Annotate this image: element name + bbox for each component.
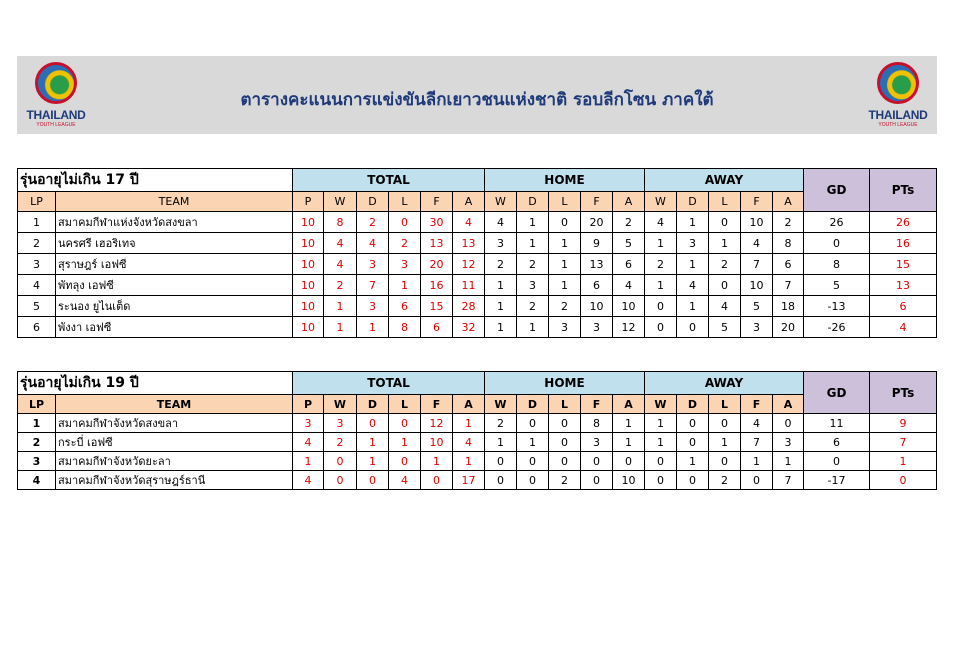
home-stat-cell: 10	[581, 296, 613, 317]
rank-cell: 1	[18, 414, 56, 433]
total-col-header: D	[357, 395, 389, 414]
away-stat-cell: 0	[677, 471, 709, 490]
away-stat-cell: 0	[773, 414, 804, 433]
home-stat-cell: 0	[517, 414, 549, 433]
pts-cell: 0	[870, 471, 937, 490]
home-stat-cell: 0	[549, 414, 581, 433]
home-stat-cell: 2	[549, 296, 581, 317]
total-stat-cell: 1	[389, 433, 421, 452]
total-stat-cell: 4	[293, 433, 324, 452]
total-col-header: L	[389, 192, 421, 212]
home-stat-cell: 2	[517, 296, 549, 317]
home-stat-cell: 1	[613, 433, 645, 452]
away-stat-cell: 0	[709, 212, 741, 233]
home-stat-cell: 3	[517, 275, 549, 296]
gd-header: GD	[804, 169, 870, 212]
away-stat-cell: 7	[773, 471, 804, 490]
rank-cell: 6	[18, 317, 56, 338]
home-stat-cell: 1	[485, 275, 517, 296]
away-stat-cell: 1	[677, 296, 709, 317]
lp-header: LP	[18, 192, 56, 212]
home-stat-cell: 0	[485, 452, 517, 471]
away-stat-cell: 0	[645, 452, 677, 471]
away-stat-cell: 7	[773, 275, 804, 296]
home-stat-cell: 0	[581, 452, 613, 471]
away-stat-cell: 6	[773, 254, 804, 275]
rank-cell: 1	[18, 212, 56, 233]
total-stat-cell: 1	[324, 296, 357, 317]
home-stat-cell: 1	[485, 317, 517, 338]
home-stat-cell: 2	[485, 254, 517, 275]
total-stat-cell: 12	[453, 254, 485, 275]
away-stat-cell: 10	[741, 275, 773, 296]
away-col-header: L	[709, 395, 741, 414]
away-stat-cell: 1	[677, 452, 709, 471]
total-stat-cell: 4	[453, 212, 485, 233]
gd-cell: -26	[804, 317, 870, 338]
table-row	[18, 254, 937, 275]
away-col-header: F	[741, 395, 773, 414]
total-stat-cell: 7	[357, 275, 389, 296]
home-stat-cell: 2	[549, 471, 581, 490]
total-stat-cell: 2	[324, 275, 357, 296]
total-stat-cell: 3	[357, 254, 389, 275]
home-col-header: F	[581, 192, 613, 212]
total-stat-cell: 17	[453, 471, 485, 490]
home-col-header: W	[485, 395, 517, 414]
total-stat-cell: 28	[453, 296, 485, 317]
home-stat-cell: 8	[581, 414, 613, 433]
home-stat-cell: 10	[613, 296, 645, 317]
total-stat-cell: 11	[453, 275, 485, 296]
home-col-header: D	[517, 192, 549, 212]
total-col-header: D	[357, 192, 389, 212]
gd-cell: -13	[804, 296, 870, 317]
away-stat-cell: 7	[741, 254, 773, 275]
total-stat-cell: 4	[453, 433, 485, 452]
total-group-header: TOTAL	[293, 169, 485, 192]
pts-cell: 9	[870, 414, 937, 433]
table-row	[18, 317, 937, 338]
rank-cell: 2	[18, 233, 56, 254]
home-col-header: W	[485, 192, 517, 212]
away-stat-cell: 10	[741, 212, 773, 233]
home-stat-cell: 3	[581, 433, 613, 452]
team-name-cell: สมาคมกีฬาจังหวัดสุราษฎร์ธานี	[56, 471, 293, 490]
lp-header: LP	[18, 395, 56, 414]
total-stat-cell: 13	[421, 233, 453, 254]
home-stat-cell: 1	[485, 296, 517, 317]
home-group-header: HOME	[485, 372, 645, 395]
total-stat-cell: 0	[324, 452, 357, 471]
away-stat-cell: 1	[741, 452, 773, 471]
gd-cell: -17	[804, 471, 870, 490]
home-stat-cell: 10	[613, 471, 645, 490]
home-stat-cell: 13	[581, 254, 613, 275]
football-icon	[877, 62, 919, 104]
away-stat-cell: 3	[773, 433, 804, 452]
home-stat-cell: 0	[517, 452, 549, 471]
total-stat-cell: 4	[324, 254, 357, 275]
home-stat-cell: 1	[549, 233, 581, 254]
gd-cell: 11	[804, 414, 870, 433]
home-stat-cell: 1	[517, 433, 549, 452]
team-name-cell: นครศรี เฮอริเทจ	[56, 233, 293, 254]
team-name-cell: สุราษฎร์ เอฟซี	[56, 254, 293, 275]
logo-subtext: YOUTH LEAGUE	[36, 122, 76, 128]
away-group-header: AWAY	[645, 169, 804, 192]
total-stat-cell: 0	[357, 414, 389, 433]
pts-cell: 26	[870, 212, 937, 233]
home-stat-cell: 6	[581, 275, 613, 296]
total-stat-cell: 0	[421, 471, 453, 490]
total-stat-cell: 1	[453, 414, 485, 433]
away-col-header: W	[645, 192, 677, 212]
rank-cell: 4	[18, 275, 56, 296]
total-stat-cell: 6	[421, 317, 453, 338]
group-header-row	[18, 169, 937, 192]
gd-cell: 5	[804, 275, 870, 296]
page-title: ตารางคะแนนการแข่งขันลีกเยาวชนแห่งชาติ รอบลีกโซน ภาคใต้	[240, 90, 714, 110]
away-stat-cell: 4	[645, 212, 677, 233]
total-stat-cell: 1	[357, 317, 389, 338]
away-stat-cell: 1	[709, 433, 741, 452]
away-stat-cell: 1	[645, 275, 677, 296]
away-stat-cell: 1	[645, 433, 677, 452]
home-col-header: L	[549, 395, 581, 414]
away-stat-cell: 5	[709, 317, 741, 338]
gd-cell: 0	[804, 452, 870, 471]
total-stat-cell: 1	[357, 433, 389, 452]
home-col-header: A	[613, 192, 645, 212]
team-name-cell: สมาคมกีฬาแห่งจังหวัดสงขลา	[56, 212, 293, 233]
total-stat-cell: 1	[421, 452, 453, 471]
total-stat-cell: 1	[324, 317, 357, 338]
total-stat-cell: 12	[421, 414, 453, 433]
table-row	[18, 275, 937, 296]
home-stat-cell: 6	[613, 254, 645, 275]
team-header: TEAM	[56, 192, 293, 212]
home-stat-cell: 1	[549, 254, 581, 275]
total-stat-cell: 1	[453, 452, 485, 471]
total-stat-cell: 3	[389, 254, 421, 275]
header-banner	[17, 56, 937, 134]
logo-wordmark: THAILAND	[26, 108, 86, 122]
home-stat-cell: 0	[549, 212, 581, 233]
home-stat-cell: 20	[581, 212, 613, 233]
gd-cell: 6	[804, 433, 870, 452]
away-stat-cell: 1	[645, 414, 677, 433]
total-col-header: A	[453, 395, 485, 414]
home-stat-cell: 1	[517, 317, 549, 338]
total-stat-cell: 10	[421, 433, 453, 452]
total-stat-cell: 1	[389, 275, 421, 296]
pts-cell: 4	[870, 317, 937, 338]
rank-cell: 3	[18, 452, 56, 471]
away-stat-cell: 4	[709, 296, 741, 317]
away-stat-cell: 7	[741, 433, 773, 452]
away-group-header: AWAY	[645, 372, 804, 395]
home-group-header: HOME	[485, 169, 645, 192]
away-col-header: D	[677, 192, 709, 212]
away-stat-cell: 2	[709, 471, 741, 490]
pts-cell: 15	[870, 254, 937, 275]
away-stat-cell: 2	[773, 212, 804, 233]
total-stat-cell: 0	[357, 471, 389, 490]
total-stat-cell: 10	[293, 233, 324, 254]
total-col-header: W	[324, 395, 357, 414]
away-stat-cell: 0	[709, 275, 741, 296]
away-stat-cell: 4	[741, 414, 773, 433]
total-stat-cell: 6	[389, 296, 421, 317]
total-stat-cell: 4	[389, 471, 421, 490]
home-stat-cell: 9	[581, 233, 613, 254]
table-row	[18, 471, 937, 490]
total-stat-cell: 4	[324, 233, 357, 254]
home-stat-cell: 4	[613, 275, 645, 296]
away-col-header: D	[677, 395, 709, 414]
away-stat-cell: 0	[709, 414, 741, 433]
total-stat-cell: 1	[293, 452, 324, 471]
team-name-cell: ระนอง ยูไนเต็ด	[56, 296, 293, 317]
total-stat-cell: 13	[453, 233, 485, 254]
total-col-header: P	[293, 395, 324, 414]
total-col-header: F	[421, 192, 453, 212]
away-stat-cell: 4	[677, 275, 709, 296]
team-name-cell: สมาคมกีฬาจังหวัดสงขลา	[56, 414, 293, 433]
away-stat-cell: 4	[741, 233, 773, 254]
home-stat-cell: 1	[485, 433, 517, 452]
home-col-header: F	[581, 395, 613, 414]
home-stat-cell: 1	[613, 414, 645, 433]
gd-cell: 0	[804, 233, 870, 254]
total-stat-cell: 30	[421, 212, 453, 233]
away-stat-cell: 1	[677, 212, 709, 233]
home-stat-cell: 3	[581, 317, 613, 338]
away-col-header: F	[741, 192, 773, 212]
away-stat-cell: 3	[741, 317, 773, 338]
home-stat-cell: 0	[581, 471, 613, 490]
total-col-header: F	[421, 395, 453, 414]
home-col-header: D	[517, 395, 549, 414]
total-stat-cell: 0	[389, 414, 421, 433]
table-row	[18, 414, 937, 433]
team-name-cell: สมาคมกีฬาจังหวัดยะลา	[56, 452, 293, 471]
home-stat-cell: 12	[613, 317, 645, 338]
total-stat-cell: 10	[293, 212, 324, 233]
total-stat-cell: 3	[324, 414, 357, 433]
rank-cell: 4	[18, 471, 56, 490]
away-stat-cell: 2	[645, 254, 677, 275]
away-stat-cell: 0	[741, 471, 773, 490]
total-stat-cell: 8	[389, 317, 421, 338]
pts-cell: 6	[870, 296, 937, 317]
total-stat-cell: 20	[421, 254, 453, 275]
age-group-title: รุ่นอายุไม่เกิน 19 ปี	[18, 372, 293, 395]
away-stat-cell: 1	[773, 452, 804, 471]
home-col-header: L	[549, 192, 581, 212]
table-row	[18, 433, 937, 452]
total-stat-cell: 2	[324, 433, 357, 452]
total-stat-cell: 10	[293, 317, 324, 338]
pts-header: PTs	[870, 169, 937, 212]
away-stat-cell: 5	[741, 296, 773, 317]
home-stat-cell: 5	[613, 233, 645, 254]
total-stat-cell: 10	[293, 275, 324, 296]
home-stat-cell: 0	[549, 452, 581, 471]
home-stat-cell: 1	[517, 212, 549, 233]
total-group-header: TOTAL	[293, 372, 485, 395]
total-stat-cell: 0	[389, 452, 421, 471]
table-row	[18, 233, 937, 254]
total-stat-cell: 4	[293, 471, 324, 490]
total-stat-cell: 0	[389, 212, 421, 233]
home-stat-cell: 3	[549, 317, 581, 338]
home-stat-cell: 0	[517, 471, 549, 490]
away-stat-cell: 0	[645, 471, 677, 490]
logo-wordmark: THAILAND	[868, 108, 928, 122]
home-stat-cell: 2	[517, 254, 549, 275]
home-stat-cell: 2	[485, 414, 517, 433]
away-stat-cell: 1	[677, 254, 709, 275]
away-col-header: L	[709, 192, 741, 212]
total-stat-cell: 2	[357, 212, 389, 233]
total-stat-cell: 3	[357, 296, 389, 317]
team-header: TEAM	[56, 395, 293, 414]
pts-header: PTs	[870, 372, 937, 414]
away-stat-cell: 0	[645, 296, 677, 317]
away-stat-cell: 0	[677, 433, 709, 452]
total-stat-cell: 4	[357, 233, 389, 254]
pts-cell: 13	[870, 275, 937, 296]
gd-cell: 8	[804, 254, 870, 275]
away-stat-cell: 0	[645, 317, 677, 338]
home-stat-cell: 4	[485, 212, 517, 233]
home-stat-cell: 2	[613, 212, 645, 233]
total-col-header: W	[324, 192, 357, 212]
away-stat-cell: 1	[709, 233, 741, 254]
total-stat-cell: 10	[293, 296, 324, 317]
gd-cell: 26	[804, 212, 870, 233]
logo-subtext: YOUTH LEAGUE	[878, 122, 918, 128]
total-stat-cell: 10	[293, 254, 324, 275]
total-col-header: A	[453, 192, 485, 212]
home-stat-cell: 1	[549, 275, 581, 296]
total-stat-cell: 3	[293, 414, 324, 433]
total-stat-cell: 0	[324, 471, 357, 490]
away-col-header: W	[645, 395, 677, 414]
total-stat-cell: 2	[389, 233, 421, 254]
total-stat-cell: 16	[421, 275, 453, 296]
thailand-youth-league-logo-right	[863, 60, 933, 130]
away-stat-cell: 20	[773, 317, 804, 338]
team-name-cell: พัทลุง เอฟซี	[56, 275, 293, 296]
table-row	[18, 296, 937, 317]
pts-cell: 7	[870, 433, 937, 452]
away-stat-cell: 2	[709, 254, 741, 275]
table-row	[18, 452, 937, 471]
gd-header: GD	[804, 372, 870, 414]
home-stat-cell: 0	[549, 433, 581, 452]
total-stat-cell: 15	[421, 296, 453, 317]
standings-table-u17	[17, 168, 937, 338]
column-header-row	[18, 192, 937, 212]
away-col-header: A	[773, 192, 804, 212]
standings-table-u19	[17, 371, 937, 490]
home-stat-cell: 0	[613, 452, 645, 471]
table-row	[18, 212, 937, 233]
away-stat-cell: 8	[773, 233, 804, 254]
group-header-row	[18, 372, 937, 395]
pts-cell: 1	[870, 452, 937, 471]
age-group-title: รุ่นอายุไม่เกิน 17 ปี	[18, 169, 293, 192]
column-header-row	[18, 395, 937, 414]
rank-cell: 2	[18, 433, 56, 452]
total-col-header: P	[293, 192, 324, 212]
away-stat-cell: 3	[677, 233, 709, 254]
pts-cell: 16	[870, 233, 937, 254]
away-col-header: A	[773, 395, 804, 414]
home-stat-cell: 1	[517, 233, 549, 254]
total-stat-cell: 1	[357, 452, 389, 471]
rank-cell: 3	[18, 254, 56, 275]
away-stat-cell: 1	[645, 233, 677, 254]
team-name-cell: พังงา เอฟซี	[56, 317, 293, 338]
home-stat-cell: 3	[485, 233, 517, 254]
total-stat-cell: 32	[453, 317, 485, 338]
total-col-header: L	[389, 395, 421, 414]
rank-cell: 5	[18, 296, 56, 317]
away-stat-cell: 0	[709, 452, 741, 471]
away-stat-cell: 18	[773, 296, 804, 317]
total-stat-cell: 8	[324, 212, 357, 233]
away-stat-cell: 0	[677, 317, 709, 338]
home-col-header: A	[613, 395, 645, 414]
team-name-cell: กระบี่ เอฟซี	[56, 433, 293, 452]
away-stat-cell: 0	[677, 414, 709, 433]
home-stat-cell: 0	[485, 471, 517, 490]
